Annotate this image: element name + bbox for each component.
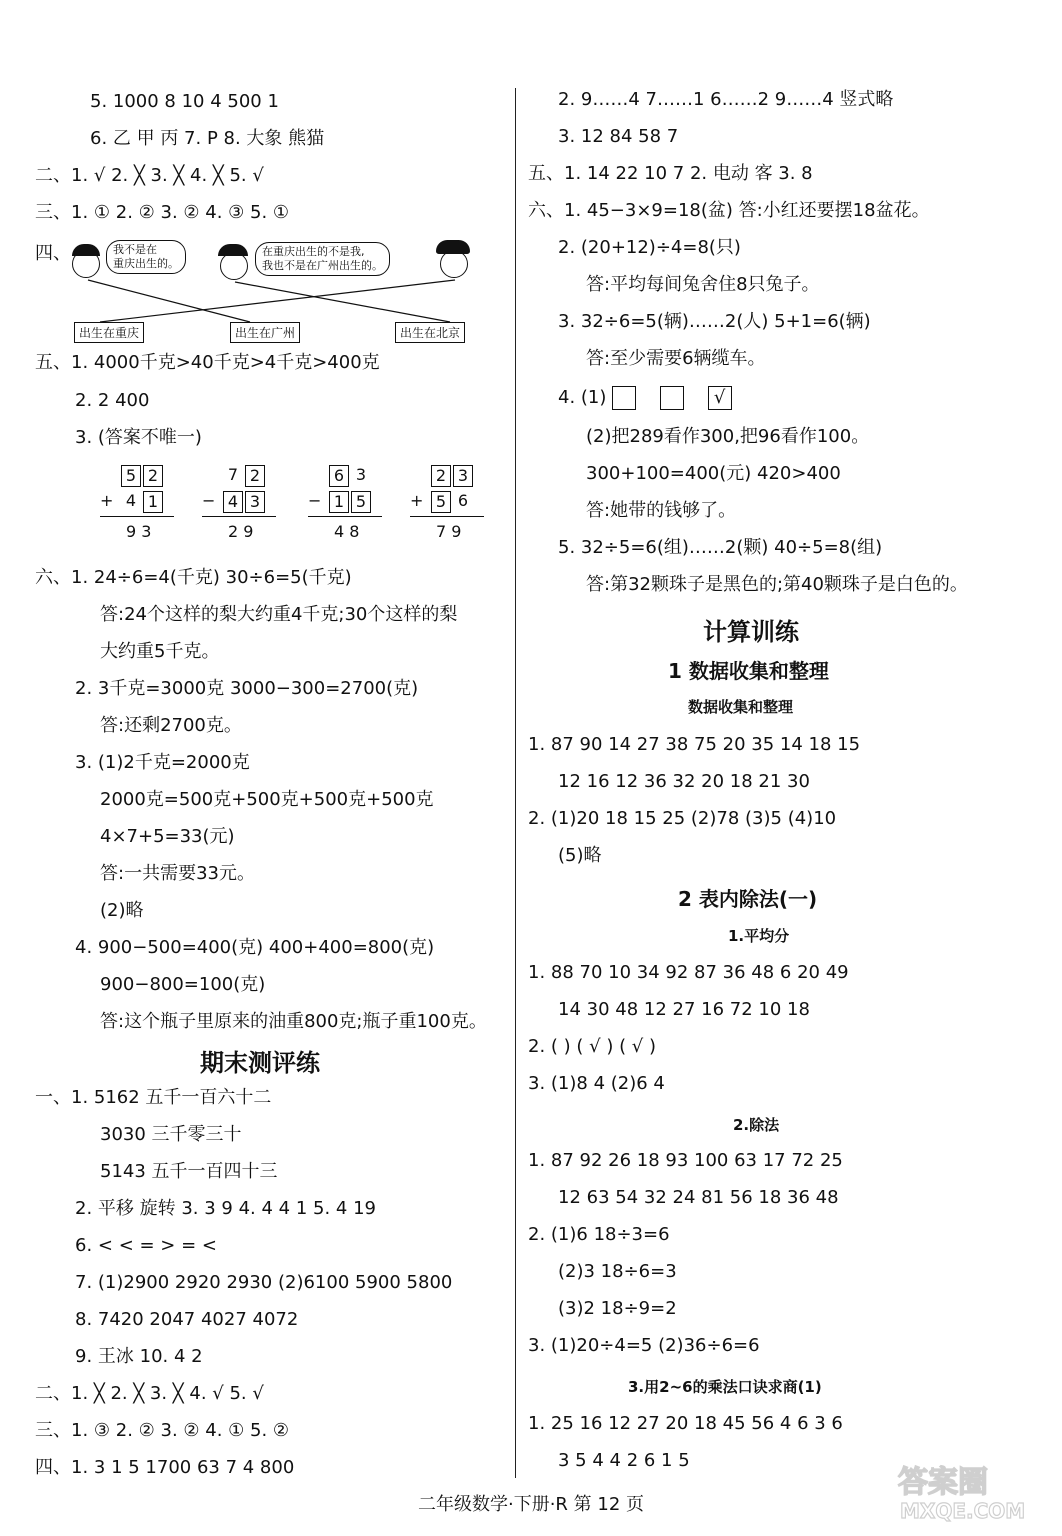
vertical-calc bbox=[202, 462, 276, 545]
answer-line: 答:一共需要33元。 bbox=[100, 863, 255, 884]
answer-line: 12 16 12 36 32 20 18 21 30 bbox=[558, 771, 810, 792]
answer-line: 1. 88 70 10 34 92 87 36 48 6 20 49 bbox=[528, 962, 849, 983]
bubble-text: 我也不是在广州出生的。 bbox=[262, 259, 383, 272]
subsubsection-title: 1.平均分 bbox=[728, 927, 790, 945]
answer-line: 4. 900−500=400(克) 400+400=800(克) bbox=[75, 937, 435, 958]
answer-line: 2. (20+12)÷4=8(只) bbox=[558, 237, 741, 258]
section-title: 期末测评练 bbox=[200, 1049, 320, 1077]
answer-line: 答:至少需要6辆缆车。 bbox=[586, 348, 766, 369]
answer-line: 3030 三千零三十 bbox=[100, 1124, 242, 1145]
digit-box: 3 bbox=[245, 491, 265, 513]
vertical-calc bbox=[308, 462, 382, 545]
digit-box: 5 bbox=[351, 491, 371, 513]
answer-line: 9. 王冰 10. 4 2 bbox=[75, 1346, 203, 1367]
answer-box bbox=[660, 386, 684, 410]
answer-prefix: 4. (1) bbox=[558, 387, 607, 408]
answer-line: 答:第32颗珠子是黑色的;第40颗珠子是白色的。 bbox=[586, 574, 968, 595]
answer-line: (2)3 18÷6=3 bbox=[558, 1261, 677, 1282]
answer-line: 3. (1)8 4 (2)6 4 bbox=[528, 1073, 665, 1094]
subsubsection-title: 数据收集和整理 bbox=[688, 698, 794, 716]
digit-box: 3 bbox=[453, 465, 473, 487]
operator: + bbox=[100, 491, 114, 510]
answer-line: 3. (答案不唯一) bbox=[75, 427, 202, 448]
digit-box: 4 bbox=[223, 491, 243, 513]
answer-line: 7. (1)2900 2920 2930 (2)6100 5900 5800 bbox=[75, 1272, 453, 1293]
answer-line: 答:还剩2700克。 bbox=[100, 715, 242, 736]
matching-figure bbox=[70, 230, 490, 340]
subsubsection-title: 2.除法 bbox=[733, 1116, 780, 1134]
digit: 4 bbox=[125, 491, 137, 510]
answer-line: 300+100=400(元) 420>400 bbox=[586, 463, 841, 484]
svg-text:MXQE.COM: MXQE.COM bbox=[900, 1499, 1026, 1523]
answer-line: 五、1. 4000千克>40千克>4千克>400克 bbox=[35, 352, 380, 373]
answer-line: 2. 平移 旋转 3. 3 9 4. 4 4 1 5. 4 19 bbox=[75, 1198, 376, 1219]
answer-line: (2)略 bbox=[100, 900, 144, 921]
answer-line: 14 30 48 12 27 16 72 10 18 bbox=[558, 999, 810, 1020]
answer-line bbox=[558, 386, 750, 410]
svg-text:答案圈: 答案圈 bbox=[898, 1465, 988, 1500]
digit: 3 bbox=[355, 465, 367, 484]
answer-line: 2. 9……4 7……1 6……2 9……4 竖式略 bbox=[558, 89, 894, 110]
result: 9 3 bbox=[126, 522, 152, 541]
answer-line: 1. 25 16 12 27 20 18 45 56 4 6 3 6 bbox=[528, 1413, 843, 1434]
answer-line: 三、1. ③ 2. ② 3. ② 4. ① 5. ② bbox=[35, 1420, 290, 1441]
subsection-title: 2 表内除法(一) bbox=[678, 887, 818, 911]
vertical-calc bbox=[410, 462, 484, 545]
answer-line: (3)2 18÷9=2 bbox=[558, 1298, 677, 1319]
answer-line: 5143 五千一百四十三 bbox=[100, 1161, 278, 1182]
digit: 6 bbox=[457, 491, 469, 510]
answer-line: 1. 87 90 14 27 38 75 20 35 14 18 15 bbox=[528, 734, 861, 755]
answer-line: 一、1. 5162 五千一百六十二 bbox=[35, 1087, 272, 1108]
digit-box: 5 bbox=[121, 465, 141, 487]
digit-box: 2 bbox=[431, 465, 451, 487]
answer-line: 2000克=500克+500克+500克+500克 bbox=[100, 789, 434, 810]
answer-line: 答:这个瓶子里原来的油重800克;瓶子重100克。 bbox=[100, 1011, 487, 1032]
digit-box: 2 bbox=[245, 465, 265, 487]
operator: − bbox=[202, 491, 216, 510]
answer-box bbox=[612, 386, 636, 410]
answer-box: √ bbox=[708, 386, 732, 410]
answer-line: 3. 12 84 58 7 bbox=[558, 126, 679, 147]
operator: − bbox=[308, 491, 322, 510]
match-line bbox=[88, 280, 250, 322]
answer-line: 2. 3千克=3000克 3000−300=2700(克) bbox=[75, 678, 419, 699]
answer-line: 五、1. 14 22 10 7 2. 电动 客 3. 8 bbox=[528, 163, 813, 184]
digit-box: 6 bbox=[329, 465, 349, 487]
answer-line: (2)把289看作300,把96看作100。 bbox=[586, 426, 870, 447]
bubble-text: 我不是在 bbox=[113, 243, 157, 256]
subsection-title: 1 数据收集和整理 bbox=[668, 659, 829, 683]
answer-line: 答:她带的钱够了。 bbox=[586, 500, 737, 521]
watermark-logo bbox=[892, 1454, 1042, 1524]
digit-box: 1 bbox=[143, 491, 163, 513]
operator: + bbox=[410, 491, 424, 510]
answer-line: 答:24个这样的梨大约重4千克;30个这样的梨 bbox=[100, 604, 458, 625]
answer-line: 二、1. √ 2. ╳ 3. ╳ 4. ╳ 5. √ bbox=[35, 165, 264, 186]
match-label: 出生在广州 bbox=[230, 322, 300, 343]
answer-line: 2. 2 400 bbox=[75, 390, 150, 411]
vertical-calc bbox=[100, 462, 174, 545]
match-label: 出生在重庆 bbox=[74, 322, 144, 343]
answer-line: (5)略 bbox=[558, 845, 602, 866]
digit-box: 5 bbox=[431, 491, 451, 513]
answer-line: 三、1. ① 2. ② 3. ② 4. ③ 5. ① bbox=[35, 202, 290, 223]
answer-line: 1. 87 92 26 18 93 100 63 17 72 25 bbox=[528, 1150, 843, 1171]
column-divider bbox=[515, 88, 516, 1478]
answer-line: 3. (1)2千克=2000克 bbox=[75, 752, 250, 773]
answer-line: 2. (1)6 18÷3=6 bbox=[528, 1224, 670, 1245]
answer-line: 3. (1)20÷4=5 (2)36÷6=6 bbox=[528, 1335, 760, 1356]
answer-line: 3 5 4 4 2 6 1 5 bbox=[558, 1450, 690, 1471]
answer-line: 3. 32÷6=5(辆)……2(人) 5+1=6(辆) bbox=[558, 311, 871, 332]
answer-line: 8. 7420 2047 4027 4072 bbox=[75, 1309, 299, 1330]
result: 7 9 bbox=[436, 522, 462, 541]
section-title: 计算训练 bbox=[703, 618, 799, 646]
answer-line: 2. ( ) ( √ ) ( √ ) bbox=[528, 1036, 657, 1057]
match-label: 出生在北京 bbox=[395, 322, 465, 343]
answer-line: 四、1. 3 1 5 1700 63 7 4 800 bbox=[35, 1457, 295, 1478]
bubble-text: 在重庆出生的不是我, bbox=[262, 245, 365, 258]
page-footer: 二年级数学·下册·R 第 12 页 bbox=[417, 1494, 645, 1515]
answer-line: 二、1. ╳ 2. ╳ 3. ╳ 4. √ 5. √ bbox=[35, 1383, 264, 1404]
answer-line: 5. 1000 8 10 4 500 1 bbox=[90, 91, 279, 112]
bubble-text: 重庆出生的。 bbox=[113, 257, 179, 270]
digit: 7 bbox=[227, 465, 239, 484]
result: 4 8 bbox=[334, 522, 360, 541]
digit-box: 2 bbox=[143, 465, 163, 487]
answer-line: 900−800=100(克) bbox=[100, 974, 266, 995]
subsubsection-title: 3.用2~6的乘法口诀求商(1) bbox=[628, 1378, 822, 1396]
result: 2 9 bbox=[228, 522, 254, 541]
section-label: 四、 bbox=[35, 243, 71, 264]
answer-line: 六、1. 45−3×9=18(盆) 答:小红还要摆18盆花。 bbox=[528, 200, 930, 221]
answer-line: 2. (1)20 18 15 25 (2)78 (3)5 (4)10 bbox=[528, 808, 837, 829]
answer-line: 4×7+5=33(元) bbox=[100, 826, 235, 847]
answer-line: 5. 32÷5=6(组)……2(颗) 40÷5=8(组) bbox=[558, 537, 883, 558]
digit-box: 1 bbox=[329, 491, 349, 513]
match-line bbox=[100, 280, 455, 322]
answer-line: 答:平均每间兔舍住8只兔子。 bbox=[586, 274, 820, 295]
answer-line: 6. < < = > = < bbox=[75, 1235, 217, 1256]
answer-line: 大约重5千克。 bbox=[100, 641, 220, 662]
answer-line: 12 63 54 32 24 81 56 18 36 48 bbox=[558, 1187, 839, 1208]
answer-line: 6. 乙 甲 丙 7. P 8. 大象 熊猫 bbox=[90, 128, 325, 149]
answer-line: 六、1. 24÷6=4(千克) 30÷6=5(千克) bbox=[35, 567, 352, 588]
